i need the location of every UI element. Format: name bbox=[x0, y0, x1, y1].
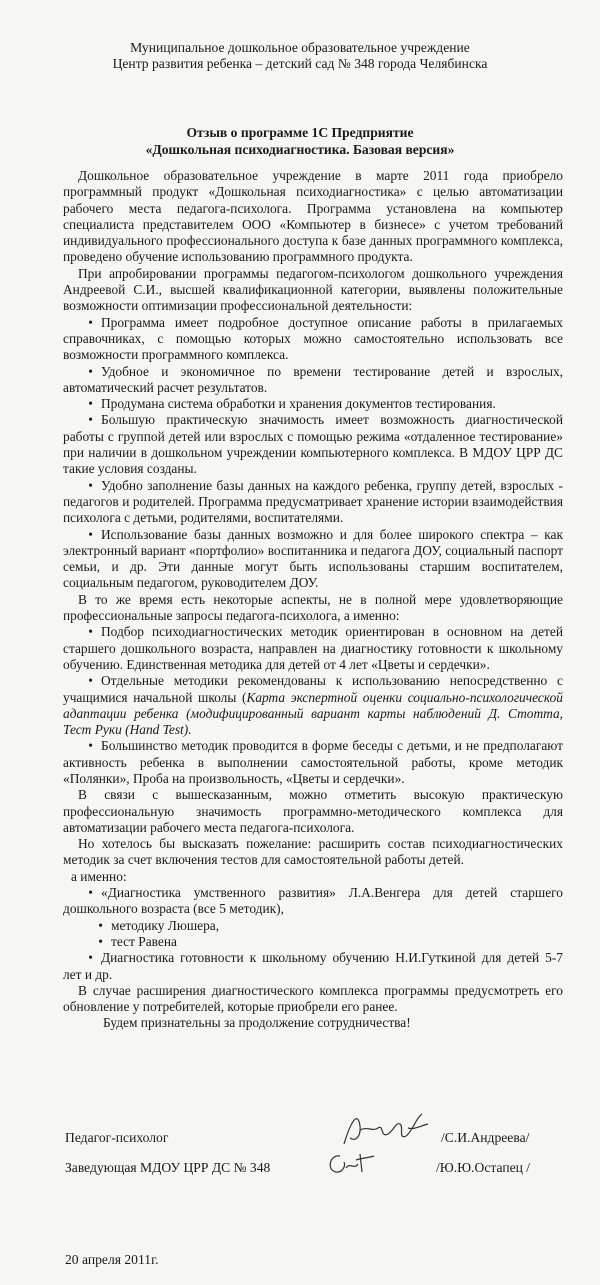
signer-name-2: /Ю.Ю.Остапец / bbox=[436, 1160, 531, 1175]
signature-1 bbox=[338, 1108, 433, 1152]
org-line-2: Центр развития ребенка – детский сад № 348 города Челябинска bbox=[112, 56, 488, 71]
list-item: • Диагностика готовности к школьному обучению Н.И.Гуткиной для детей 5-7 лет и др. bbox=[63, 950, 563, 982]
paragraph: В случае расширения диагностического комплекса программы предусмотреть его обновление у потребителей, которые приобрели его ранее. bbox=[63, 982, 563, 1015]
list-item: • «Диагностика умственного развития» Л.А.Венгера для детей старшего дошкольного возраста (все 5 методик), bbox=[63, 885, 563, 917]
paragraph: Дошкольное образовательное учреждение в марте 2011 года приобрело программный продукт «Дошкольная психодиагностика» с целью автоматизации рабочего места педагога-психолога. Программа установлена на компьютер специалиста представителем ООО «Компьютер в бизнесе» с учетом требований индивидуального профессионального доступа к базе данных программного комплекса, проведено обучение использованию программного продукта. bbox=[63, 168, 563, 265]
organization-header bbox=[0, 40, 600, 72]
list-item: • Программа имеет подробное доступное описание работы в прилагаемых справочниках, с помощью которых можно самостоятельно использовать все возможности программного комплекса. bbox=[63, 314, 563, 363]
paragraph: В то же время есть некоторые аспекты, не в полной мере удовлетворяющие профессиональные запросы педагога-психолога, а именно: bbox=[63, 591, 563, 624]
paragraph: В связи с вышесказанным, можно отметить высокую практическую профессиональную значимость программно-методического комплекса для автоматизации рабочего места педагога-психолога. bbox=[63, 787, 563, 835]
bullet-icon: • bbox=[88, 363, 93, 379]
signer-role-1: Педагог-психолог bbox=[65, 1130, 169, 1145]
org-line-1: Муниципальное дошкольное образовательное учреждение bbox=[130, 40, 470, 55]
list-item: • Удобно заполнение базы данных на каждого ребенка, группу детей, взрослых - педагогов и родителей. Программа предусматривает хранение истории взаимодействия психолога с детьми, родителями, воспитателями. bbox=[63, 477, 563, 526]
list-item: • Продумана система обработки и хранения документов тестирования. bbox=[63, 396, 563, 412]
document-date: 20 апреля 2011г. bbox=[65, 1252, 159, 1267]
bullet-icon: • bbox=[88, 396, 93, 412]
bullet-icon: • bbox=[88, 624, 93, 640]
italic-citation: Карта экспертной оценки социально-психологической адаптации ребенка (модифицированный вариант карты наблюдений Д. Стотта, Тест Руки (Hand Test). bbox=[63, 689, 563, 738]
bullet-icon: • bbox=[88, 412, 93, 428]
list-item: • Большую практическую значимость имеет возможность диагностической работы с группой детей или взрослых с помощью режима «отдаленное тестирование» при наличии в дошкольном учреждении компьютерного комплекса. В МДОУ ЦРР ДС такие условия созданы. bbox=[63, 412, 563, 477]
paragraph: а именно: bbox=[71, 868, 127, 884]
title-line-2: «Дошкольная психодиагностика. Базовая версия» bbox=[145, 142, 455, 157]
list-item: • Большинство методик проводится в форме беседы с детьми, и не предполагают активность ребенка в выполнении самостоятельной работы, кроме методик «Полянки», Проба на произвольность, «Цветы и сердечки». bbox=[63, 738, 563, 786]
bullet-icon: • bbox=[88, 314, 93, 330]
signer-name-1: /С.И.Андреева/ bbox=[441, 1130, 530, 1145]
list-item: • Удобное и экономичное по времени тестирование детей и взрослых, автоматический расчет результатов. bbox=[63, 363, 563, 395]
bullet-icon: • bbox=[88, 526, 93, 542]
list-item: • тест Равена bbox=[63, 934, 563, 950]
document-title bbox=[0, 124, 600, 158]
bullet-icon: • bbox=[98, 917, 103, 933]
bullet-icon: • bbox=[88, 885, 93, 901]
signer-role-2: Заведующая МДОУ ЦРР ДС № 348 bbox=[65, 1160, 271, 1175]
paragraph: При апробировании программы педагогом-психологом дошкольного учреждения Андреевой С.И., высшей квалификационной категории, выявлены положительные возможности оптимизации профессиональной деятельности: bbox=[63, 265, 563, 314]
bullet-icon: • bbox=[98, 933, 103, 949]
paragraph: Будем признательны за продолжение сотрудничества! bbox=[103, 1015, 411, 1031]
paragraph: Но хотелось бы высказать пожелание: расширить состав психодиагностических методик за счет включения тестов для самостоятельной работы детей. bbox=[63, 836, 563, 868]
signature-2 bbox=[322, 1148, 382, 1178]
title-line-1: Отзыв о программе 1С Предприятие bbox=[186, 125, 414, 140]
list-item: • методику Люшера, bbox=[63, 918, 563, 934]
bullet-icon: • bbox=[88, 477, 93, 493]
letter-body bbox=[63, 168, 563, 1032]
list-item: • Отдельные методики рекомендованы к использованию непосредственно с учащимися начальной школы (Карта экспертной оценки социально-психологической адаптации ребенка (модифицированный вариант карты наблюдений Д. Стотта, Тест Руки (Hand Test). bbox=[63, 673, 563, 738]
list-item: • Подбор психодиагностических методик ориентирован в основном на детей старшего дошкольного возраста, направлен на диагностику готовности к школьному обучению. Единственная методика для детей от 4 лет «Цветы и сердечки». bbox=[63, 624, 563, 672]
bullet-icon: • bbox=[88, 673, 93, 689]
list-item: • Использование базы данных возможно и для более широкого спектра – как электронный вариант «портфолио» воспитанника и педагога ДОУ, социальный паспорт семьи, и др. Эти данные могут быть использованы старшим воспитателем, социальным педагогом, руководителем ДОУ. bbox=[63, 526, 563, 591]
bullet-icon: • bbox=[88, 950, 93, 966]
bullet-icon: • bbox=[88, 738, 93, 754]
